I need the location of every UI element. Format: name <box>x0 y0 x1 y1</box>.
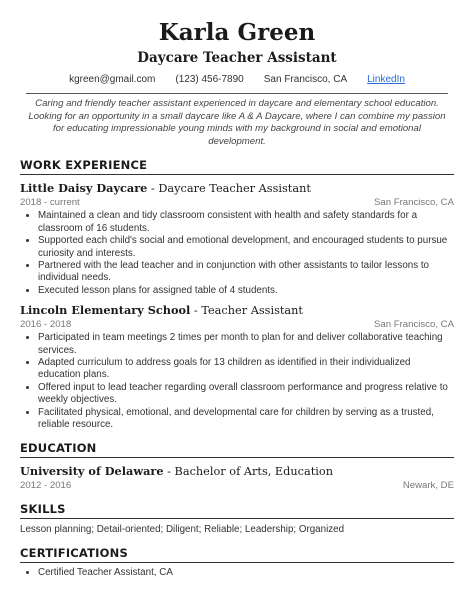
job-location: San Francisco, CA <box>374 197 454 209</box>
section-heading-certifications: CERTIFICATIONS <box>20 546 454 563</box>
job-bullets <box>20 210 454 297</box>
bullet-item: • Participated in team meetings 2 times per month to plan for and deliver collaborative teaching services. <box>38 332 454 357</box>
job-header <box>20 303 454 318</box>
education-header <box>20 464 454 479</box>
bullet-item: • Adapted curriculum to address goals for 13 children as identified in their individualized education plans. <box>38 357 454 382</box>
job-header <box>20 181 454 196</box>
job-entry <box>20 303 454 431</box>
job-dates: 2016 - 2018 <box>20 319 72 331</box>
role: Teacher Assistant <box>201 304 303 318</box>
bullet-item: • Supported each child's social and emotional development, and encouraged students to pursue curiosity and interests. <box>38 235 454 260</box>
role: Daycare Teacher Assistant <box>158 182 311 196</box>
job-bullets <box>20 332 454 431</box>
company-name: Lincoln Elementary School <box>20 303 191 318</box>
bullet-item: • Facilitated physical, emotional, and developmental care for children by serving as a trusted, reliable resource. <box>38 407 454 432</box>
school-name: University of Delaware <box>20 464 164 479</box>
job-meta <box>20 318 454 331</box>
email: kgreen@gmail.com <box>69 74 156 85</box>
degree: Bachelor of Arts, Education <box>174 465 333 479</box>
bullet-item: • Partnered with the lead teacher and in conjunction with other assistants to tailor lessons to individual needs. <box>38 260 454 285</box>
bullet-item: • Maintained a clean and tidy classroom consistent with health and safety standards for a classroom of 16 students. <box>38 210 454 235</box>
location: San Francisco, CA <box>263 74 348 85</box>
job-title: Daycare Teacher Assistant <box>137 50 337 66</box>
bullet-item: • Executed lesson plans for assigned table of 4 students. <box>38 285 454 297</box>
education-meta <box>20 479 454 492</box>
separator: - <box>190 304 202 318</box>
bullet-item: • Offered input to lead teacher regarding overall classroom performance and progress relative to weekly objectives. <box>38 382 454 407</box>
skills-list: Lesson planning; Detail-oriented; Diligent; Reliable; Leadership; Organized <box>20 524 345 536</box>
section-heading-education: EDUCATION <box>20 441 454 458</box>
job-entry <box>20 181 454 297</box>
section-heading-skills: SKILLS <box>20 502 454 519</box>
section-heading-work-experience: WORK EXPERIENCE <box>20 158 454 175</box>
summary: Caring and friendly teacher assistant experienced in daycare and elementary school education. Looking for an opportunity in a small daycare like A & A Daycare, where I can combine my passion for educating impressionable young minds with my background in social and emotional development. <box>26 93 448 148</box>
education-entry <box>20 464 454 492</box>
linkedin-link[interactable]: LinkedIn <box>367 74 405 85</box>
company-name: Little Daisy Daycare <box>20 181 148 196</box>
certifications-list <box>20 567 454 579</box>
job-dates: 2018 - current <box>20 197 80 209</box>
separator: - <box>163 465 175 479</box>
education-location: Newark, DE <box>402 480 454 492</box>
phone: (123) 456-7890 <box>175 74 244 85</box>
job-meta <box>20 196 454 209</box>
candidate-name: Karla Green <box>158 19 316 46</box>
separator: - <box>147 182 159 196</box>
contact-line <box>20 73 454 87</box>
job-location: San Francisco, CA <box>374 319 454 331</box>
certification-item: • Certified Teacher Assistant, CA <box>38 567 454 579</box>
education-dates: 2012 - 2016 <box>20 480 72 492</box>
